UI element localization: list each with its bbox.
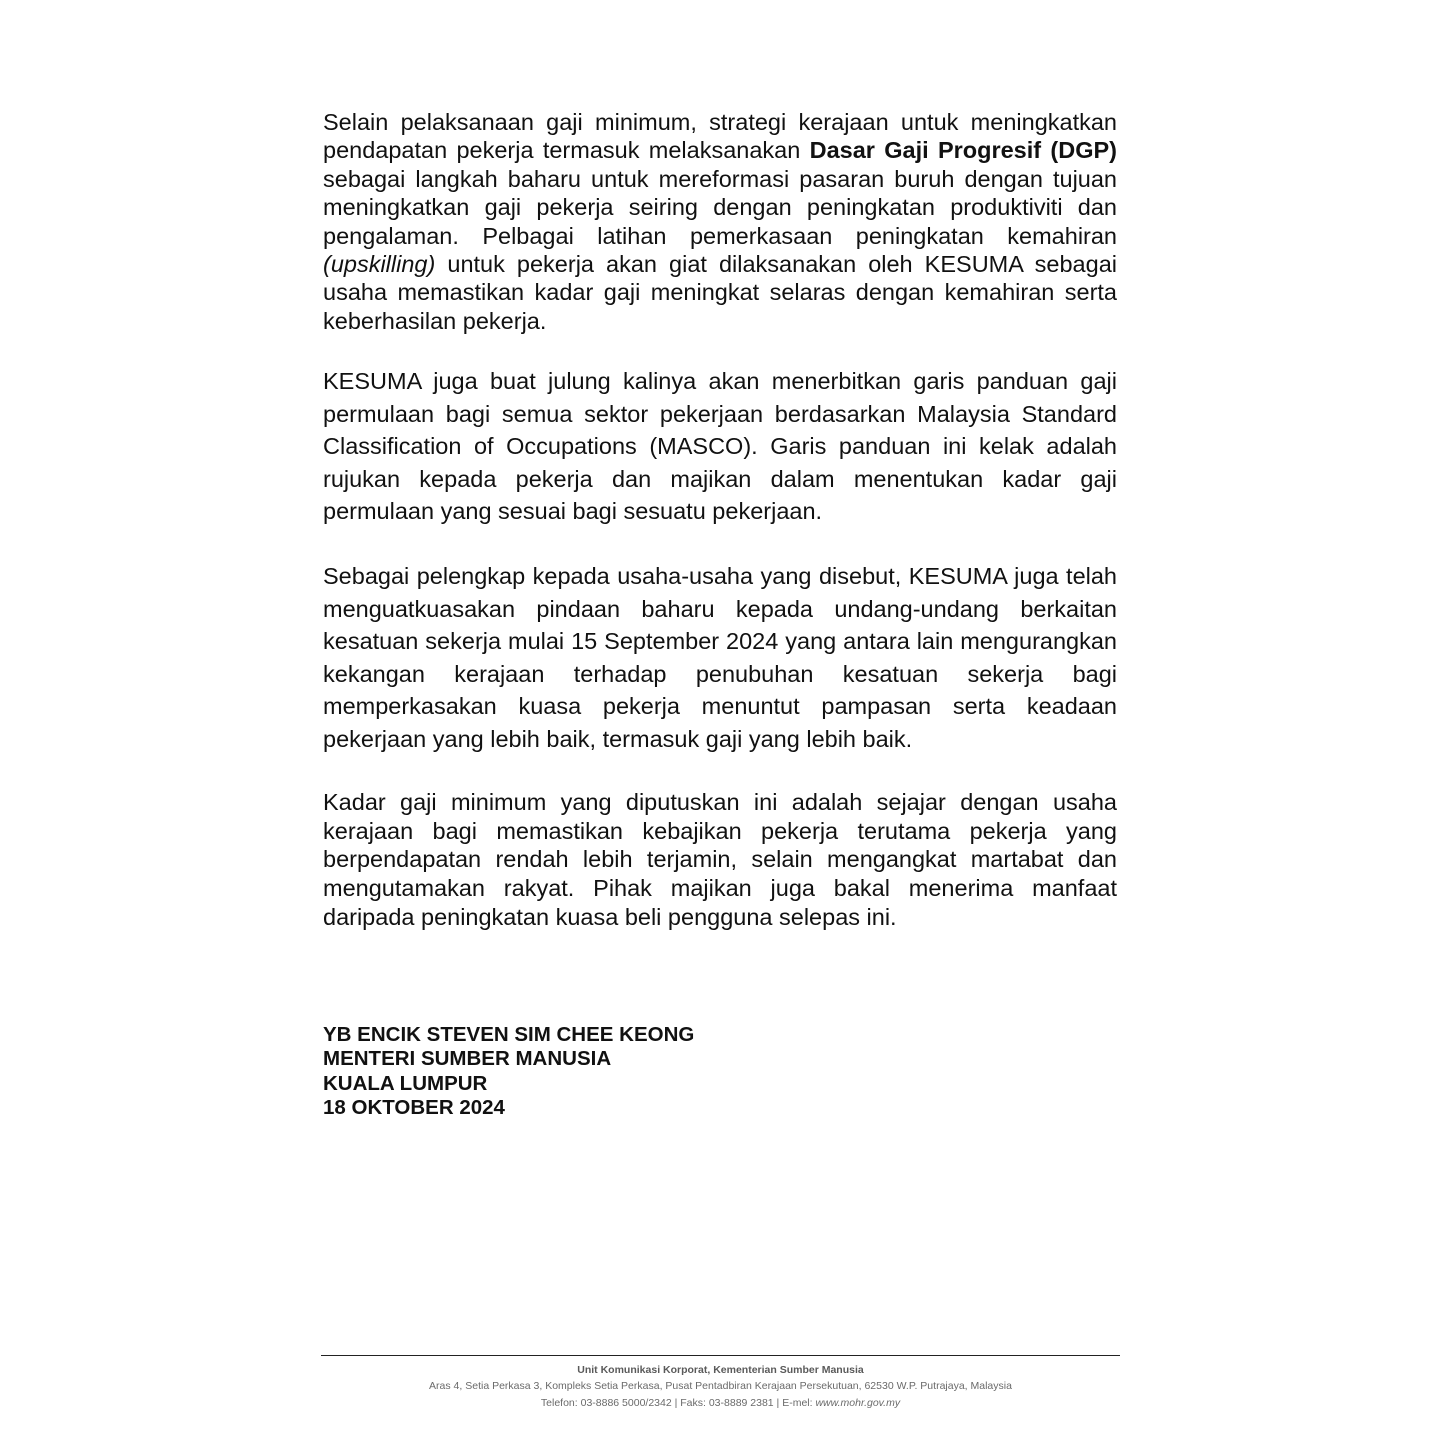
footer-organization: Unit Komunikasi Korporat, Kementerian Sumber Manusia (577, 1364, 864, 1376)
paragraph-text: Selain pelaksanaan gaji minimum, strategi kerajaan untuk meningkatkan pendapatan pekerja termasuk melaksanakan (323, 109, 1117, 164)
page-footer (321, 1362, 1120, 1411)
footer-contact-details: Telefon: 03-8886 5000/2342 | Faks: 03-8889 2381 | E-mel: (540, 1396, 816, 1409)
signatory-name: YB ENCIK STEVEN SIM CHEE KEONG (323, 1023, 695, 1046)
footer-divider (321, 1355, 1120, 1356)
footer-address: Aras 4, Setia Perkasa 3, Kompleks Setia Perkasa, Pusat Pentadbiran Kerajaan Persekutuan, 62530 W.P. Putrajaya, Malaysia (429, 1380, 1012, 1393)
bold-term-dgp: Dasar Gaji Progresif (DGP) (809, 137, 1117, 164)
signatory-title: MENTERI SUMBER MANUSIA (323, 1047, 612, 1071)
paragraph-progressive-wage-policy (323, 108, 1117, 335)
paragraph-trade-union-amendments: Sebagai pelengkap kepada usaha-usaha yang disebut, KESUMA juga telah menguatkuasakan pindaan baharu kepada undang-undang berkaitan kesatuan sekerja mulai 15 September 2024 yang antara lain mengurangkan kekangan kerajaan terhadap penubuhan kesatuan sekerja bagi memperkasakan kuasa pekerja menuntut pampasan serta keadaan pekerjaan yang lebih baik, termasuk gaji yang lebih baik. (323, 563, 1117, 752)
footer-contact (321, 1395, 1120, 1411)
paragraph-starting-wage-guidelines: KESUMA juga buat julung kalinya akan menerbitkan garis panduan gaji permulaan bagi semua sektor pekerjaan berdasarkan Malaysia Standard Classification of Occupations (MASCO). Garis panduan ini kelak adalah rujukan kepada pekerja dan majikan dalam menentukan kadar gaji permulaan yang sesuai bagi sesuatu pekerjaan. (323, 368, 1117, 524)
paragraph-minimum-wage-conclusion: Kadar gaji minimum yang diputuskan ini adalah sejajar dengan usaha kerajaan bagi memastikan kebajikan pekerja terutama pekerja yang berpendapatan rendah lebih terjamin, selain mengangkat martabat dan mengutamakan rakyat. Pihak majikan juga bakal menerima manfaat daripada peningkatan kuasa beli pengguna selepas ini. (323, 789, 1117, 930)
signature-place: KUALA LUMPUR (323, 1071, 488, 1095)
signature-block (323, 1023, 923, 1120)
italic-term-upskilling: (upskilling) (323, 251, 436, 278)
signature-date: 18 OKTOBER 2024 (323, 1095, 505, 1119)
paragraph-text: sebagai langkah baharu untuk mereformasi pasaran buruh dengan tujuan meningkatkan gaji pekerja seiring dengan peningkatan produktiviti dan pengalaman. Pelbagai latihan pemerkasaan peningkatan kemahiran (323, 165, 1117, 249)
footer-website-link[interactable]: www.mohr.gov.my (815, 1396, 901, 1409)
paragraph-text: untuk pekerja akan giat dilaksanakan oleh KESUMA sebagai usaha memastikan kadar gaji meningkat selaras dengan kemahiran serta keberhasilan pekerja. (323, 251, 1117, 334)
